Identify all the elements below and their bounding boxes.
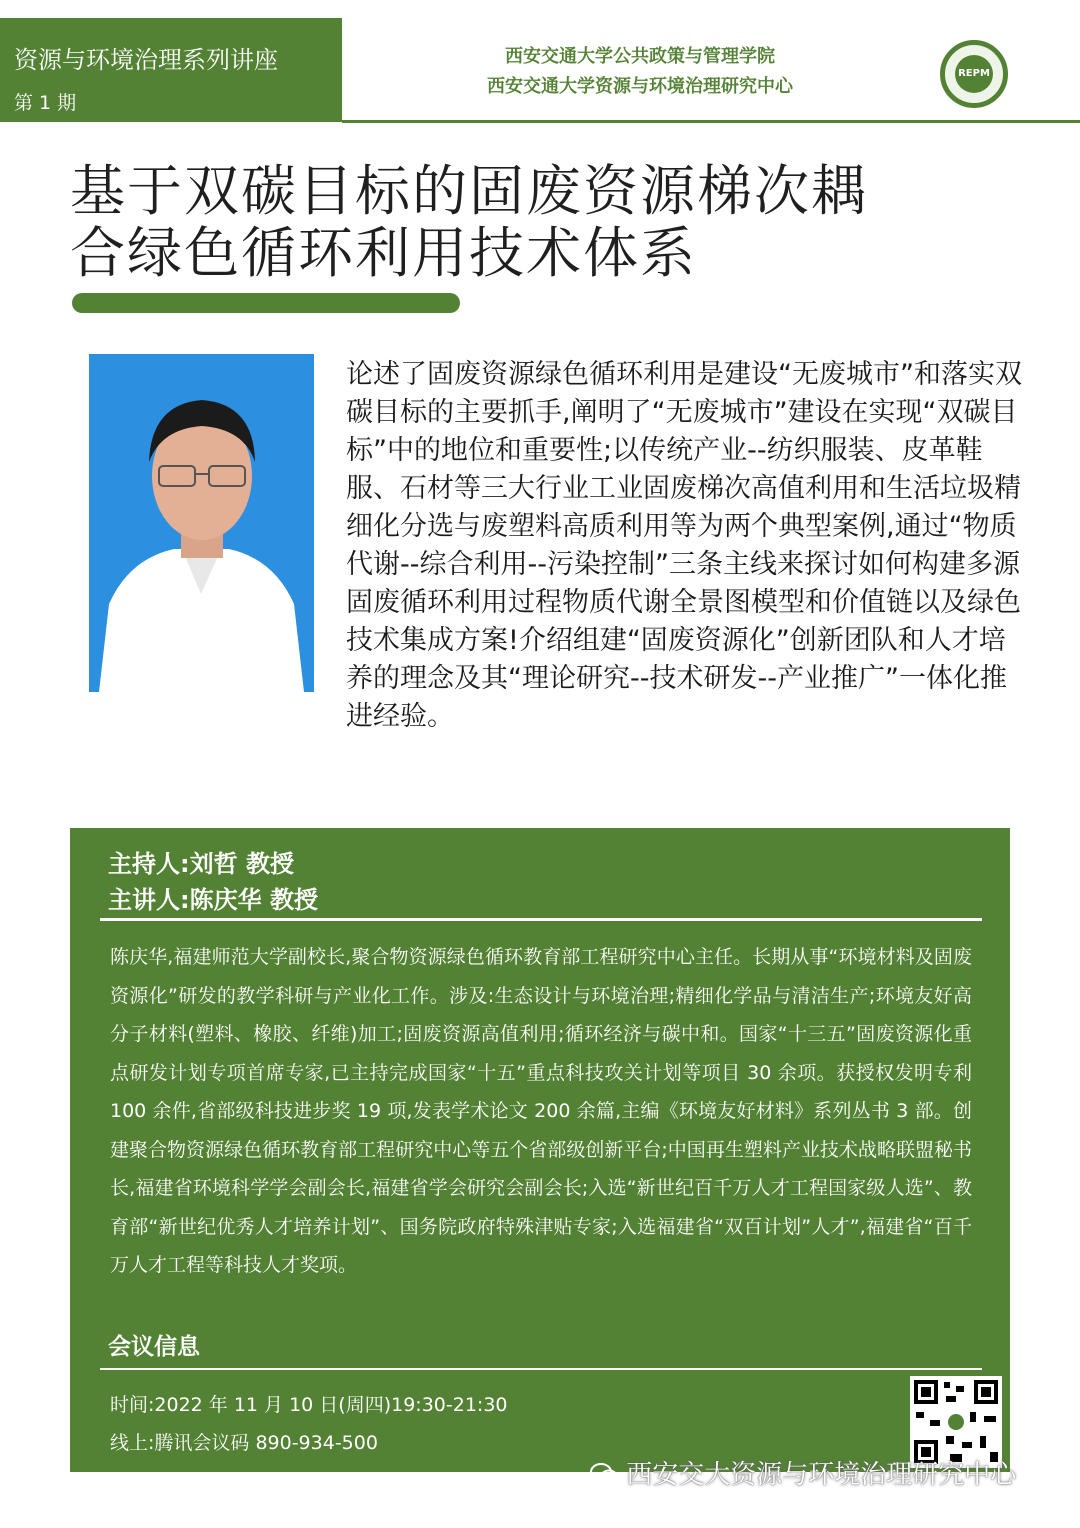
wechat-watermark [590, 1454, 1060, 1491]
page-title [70, 160, 1050, 284]
series-title: 资源与环境治理系列讲座 [14, 46, 278, 74]
logo-text: REPM [955, 55, 993, 93]
header-divider [342, 120, 1080, 123]
lecture-abstract: 论述了固废资源绿色循环利用是建设“无废城市”和落实双碳目标的主要抓手,阐明了“无废城市”建设在实现“双碳目标”中的地位和重要性;以传统产业--纺织服装、皮革鞋服、石材等三大行业工业固废梯次高值利用和生活垃圾精细化分选与废塑料高质利用等为两个典型案例,通过“物质代谢--综合利用--污染控制”三条主线来探讨如何构建多源固废循环利用过程物质代谢全景图模型和价值链以及绿色技术集成方案!介绍组建“固废资源化”创新团队和人才培养的理念及其“理论研究--技术研发--产业推广”一体化推进经验。 [346, 359, 1022, 732]
meeting-online-code: 线上:腾讯会议码 890-934-500 [110, 1432, 378, 1454]
speaker-line: 主讲人:陈庆华 教授 [108, 886, 318, 914]
speaker-photo [89, 354, 314, 692]
title-line2: 合绿色循环利用技术体系 [70, 221, 698, 285]
series-banner [0, 18, 342, 122]
host-line: 主持人:刘哲 教授 [108, 850, 294, 878]
meeting-info-heading: 会议信息 [108, 1334, 200, 1360]
watermark-text: 西安交大资源与环境治理研究中心 [626, 1460, 1017, 1490]
repm-logo [940, 40, 1008, 108]
meeting-time: 时间:2022 年 11 月 10 日(周四)19:30-21:30 [110, 1394, 508, 1416]
speaker-portrait-icon [89, 354, 314, 692]
wechat-icon [590, 1462, 618, 1486]
speaker-info-panel [70, 828, 1010, 1472]
panel-divider [100, 918, 982, 921]
org-name-line2: 西安交通大学资源与环境治理研究中心 [487, 76, 793, 97]
title-line1: 基于双碳目标的固废资源梯次耦 [70, 159, 869, 223]
meeting-divider [100, 1368, 982, 1370]
title-underline-bar [72, 293, 460, 313]
issue-number: 第 1 期 [14, 92, 77, 114]
speaker-bio: 陈庆华,福建师范大学副校长,聚合物资源绿色循环教育部工程研究中心主任。长期从事“环境材料及固废资源化”研发的教学科研与产业化工作。涉及:生态设计与环境治理;精细化学品与清洁生产;环境友好高分子材料(塑料、橡胶、纤维)加工;固废资源高值利用;循环经济与碳中和。国家“十三五”固废资源化重点研发计划专项首席专家,已主持完成国家“十五”重点科技攻关计划等项目 30 余项。获授权发明专利 100 余件,省部级科技进步奖 19 项,发表学术论文 200 余篇,主编《环境友好材料》系列丛书 3 部。创建聚合物资源绿色循环教育部工程研究中心等五个省部级创新平台;中国再生塑料产业技术战略联盟秘书长,福建省环境科学学会副会长,福建省学会研究会副会长;入选“新世纪百千万人才工程国家级人选”、教育部“新世纪优秀人才培养计划”、国务院政府特殊津贴专家;入选福建省“双百计划”人才”,福建省“百千万人才工程等科技人才奖项。 [110, 946, 972, 1276]
org-name-line1: 西安交通大学公共政策与管理学院 [505, 46, 775, 67]
